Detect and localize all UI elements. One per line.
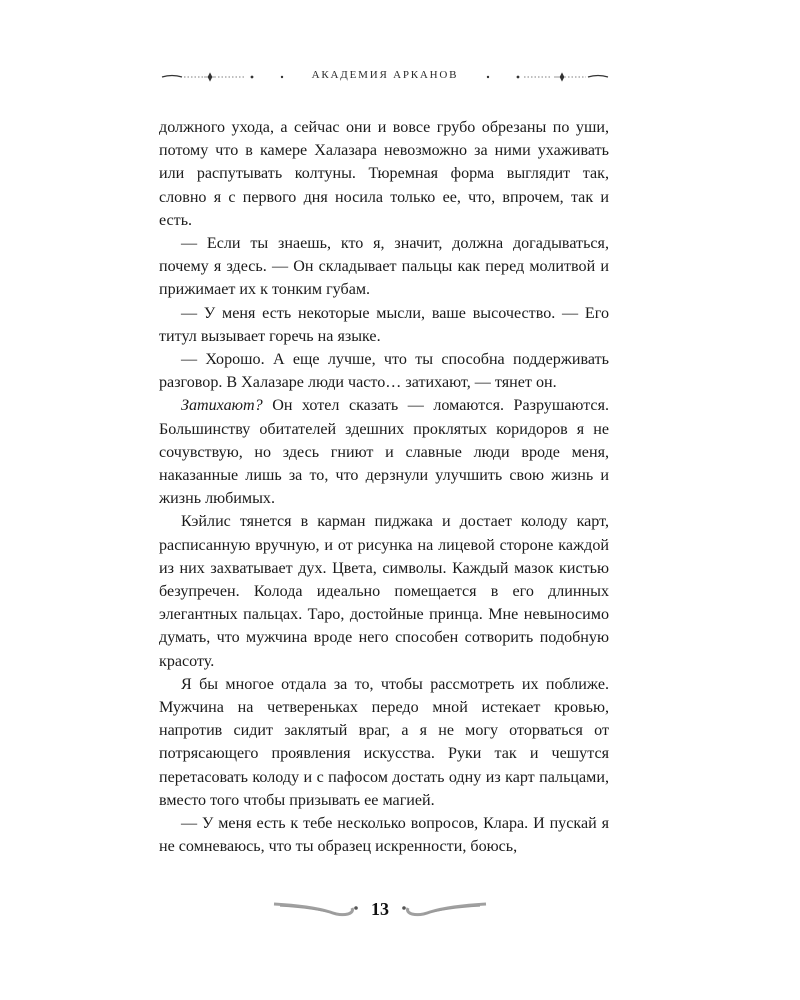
paragraph: — Если ты знаешь, кто я, значит, должна догадываться, почему я здесь. — Он складывает пальцы как перед молитвой и прижимает их к тонким губам.: [159, 235, 609, 299]
paragraph: — У меня есть к тебе несколько вопросов, Клара. И пускай я не сомневаюсь, что ты образец искренности, боюсь,: [159, 815, 609, 856]
paragraph: — Хорошо. А еще лучше, что ты способна поддерживать разговор. В Халазаре люди часто… затихают, — тянет он.: [159, 351, 609, 392]
paragraph: [159, 394, 609, 510]
running-head: [160, 68, 610, 86]
page-footer: [270, 892, 490, 926]
running-title: АКАДЕМИЯ АРКАНОВ: [311, 69, 459, 81]
page-number: 13: [371, 899, 389, 919]
body-text: [159, 116, 609, 859]
paragraph: — У меня есть некоторые мысли, ваше высочество. — Его титул вызывает горечь на языке.: [159, 304, 609, 345]
italic-word: Затихают?: [181, 397, 263, 415]
paragraph: должного ухода, а сейчас они и вовсе грубо обрезаны по уши, потому что в камере Халазара невозможно за ними ухаживать или распутывать колтуны. Тюремная форма выглядит так, словно я с первого дня носила только ее, что, впрочем, так и есть.: [159, 119, 609, 229]
paragraph: Я бы многое отдала за то, чтобы рассмотреть их поближе. Мужчина на четвереньках передо мной истекает кровью, напротив сидит заклятый враг, а я не могу оторваться от потрясающего проявления искусства. Руки так и чешутся перетасовать колоду и с пафосом достать одну из карт пальцами, вместо того чтобы призывать ее магией.: [159, 675, 609, 809]
paragraph: Кэйлис тянется в карман пиджака и достает колоду карт, расписанную вручную, и от рисунка на лицевой стороне каждой из них захватывает дух. Цвета, символы. Каждый мазок кистью безупречен. Колода идеально помещается в его длинных элегантных пальцах. Таро, достойные принца. Мне невыносимо думать, что мужчина вроде него способен сотворить подобную красоту.: [159, 513, 609, 670]
paragraph-text: Он хотел сказать — ломаются. Разрушаются. Большинству обитателей здешних проклятых коридоров я не сочувствую, но здесь гниют и славные люди вроде меня, наказанные лишь за то, что дерзнули улучшить свою жизнь и жизнь любимых.: [159, 397, 609, 508]
